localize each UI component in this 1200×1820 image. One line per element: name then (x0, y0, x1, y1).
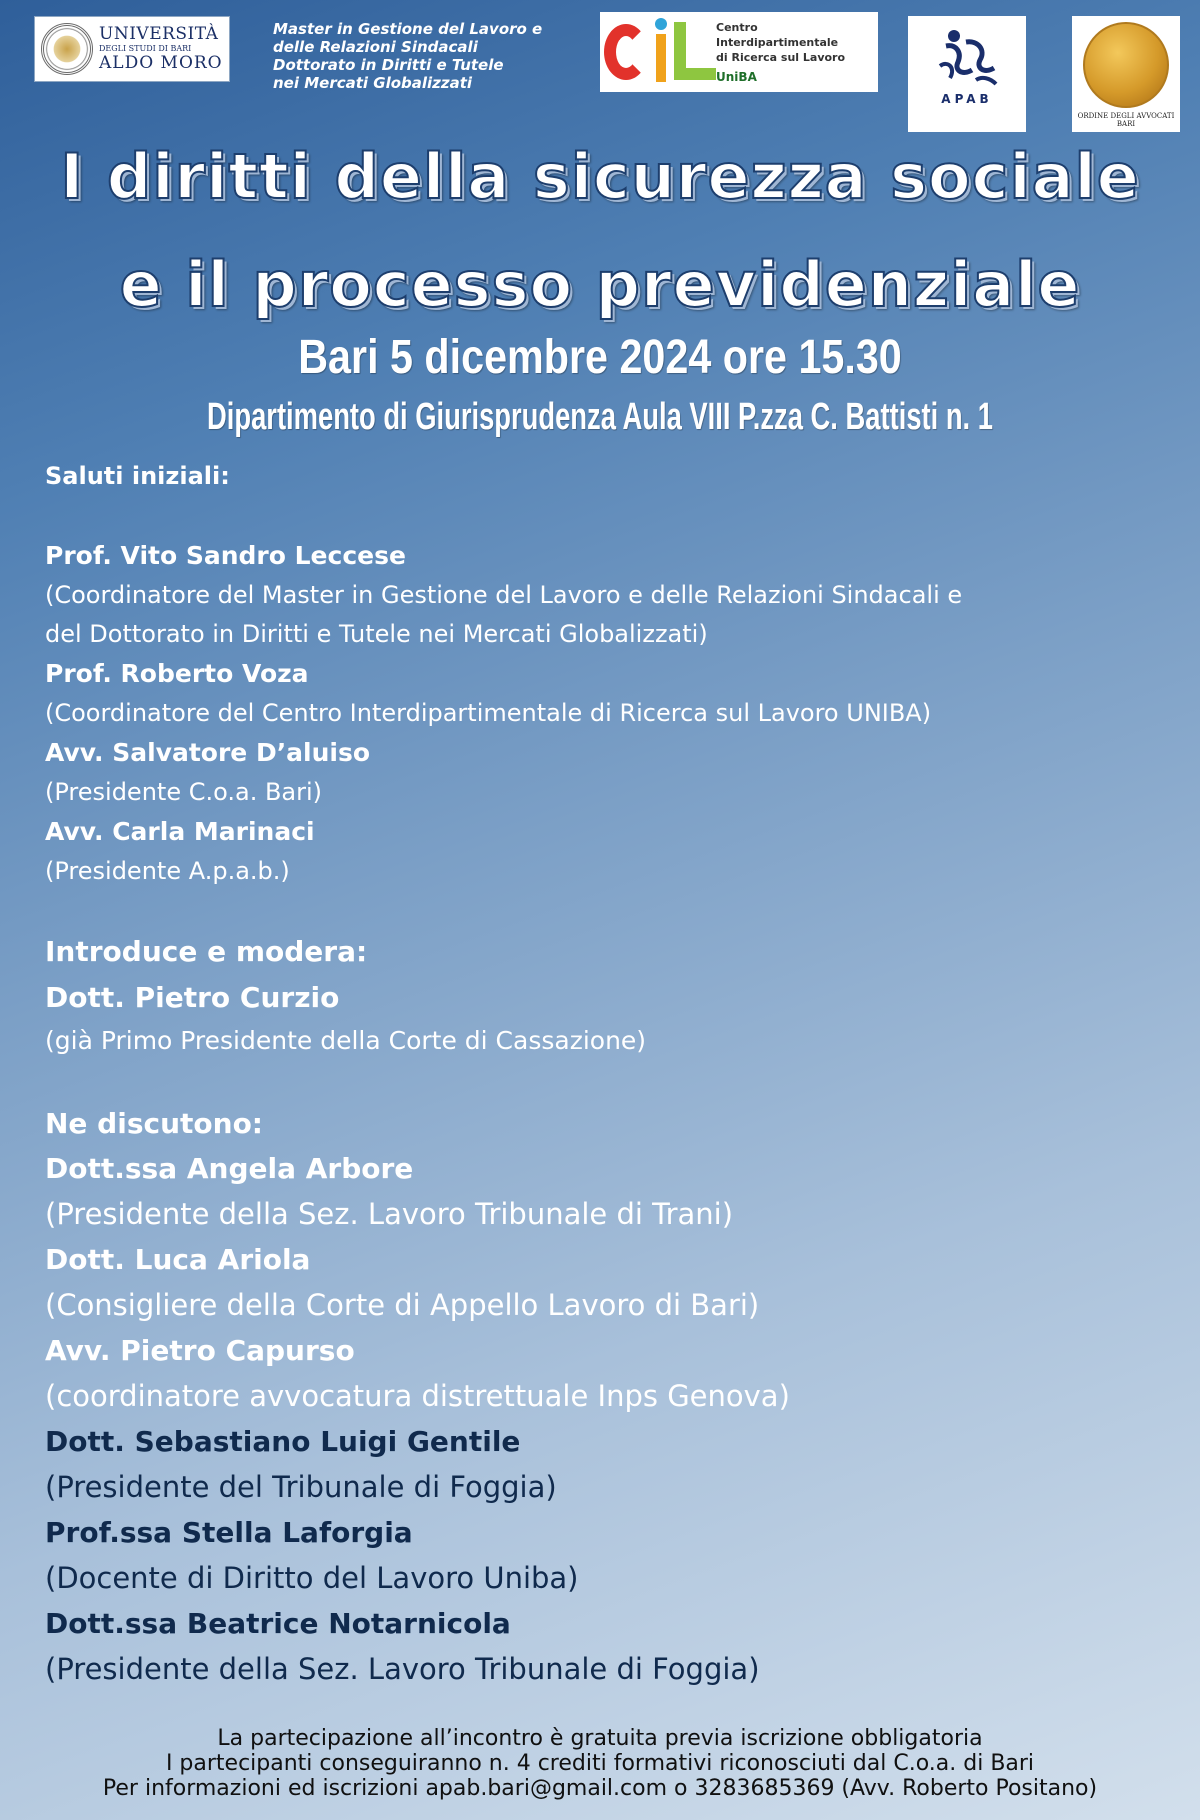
speaker-name: Avv. Salvatore D’aluiso (45, 738, 371, 767)
registration-info (0, 1726, 1200, 1801)
master-line: Master in Gestione del Lavoro e (273, 20, 543, 38)
moderator-name: Dott. Pietro Curzio (45, 981, 340, 1014)
program-content (45, 456, 1165, 1692)
speaker-name: Avv. Carla Marinaci (45, 817, 315, 846)
uniba-logo-line2: DEGLI STUDI DI BARI (99, 44, 192, 53)
apab-logo-word: APAB (941, 92, 993, 106)
event-venue: Dipartimento di Giurisprudenza Aula VIII P.zza C. Battisti n. 1 (207, 396, 993, 438)
apab-figure-icon (932, 26, 1002, 88)
speaker-item (45, 536, 1165, 654)
speaker-role: (Presidente della Sez. Lavoro Tribunale di Foggia) (45, 1652, 760, 1686)
cirl-logo-line1: Centro Interdipartimentale (716, 20, 839, 49)
speaker-role: (Presidente A.p.a.b.) (45, 857, 290, 885)
speaker-item (45, 1328, 1165, 1419)
speaker-name: Dott.ssa Beatrice Notarnicola (45, 1607, 511, 1640)
speaker-role: (Presidente C.o.a. Bari) (45, 778, 323, 806)
coa-caption-line1: ORDINE DEGLI AVVOCATI (1077, 112, 1175, 120)
section-heading: Saluti iniziali: (45, 462, 230, 490)
speaker-name: Dott. Sebastiano Luigi Gentile (45, 1425, 521, 1458)
event-title-line2: e il processo previdenziale (119, 248, 1081, 321)
moderator-section (45, 929, 1165, 1061)
cirl-logo (600, 12, 878, 92)
master-line: nei Mercati Globalizzati (273, 74, 473, 92)
uniba-logo-line3: ALDO MORO (99, 53, 223, 73)
speaker-role: (Coordinatore del Centro Interdipartimentale di Ricerca sul Lavoro UNIBA) (45, 699, 932, 727)
speaker-role: (Presidente della Sez. Lavoro Tribunale di Trani) (45, 1197, 734, 1231)
speaker-item (45, 654, 1165, 733)
speaker-name: Dott.ssa Angela Arbore (45, 1152, 414, 1185)
greetings-section (45, 456, 1165, 891)
apab-logo (908, 16, 1026, 132)
section-heading: Ne discutono: (45, 1107, 263, 1140)
coa-caption-line2: BARI (1116, 120, 1136, 128)
logo-header (0, 0, 1200, 140)
university-bari-logo (34, 16, 230, 82)
speaker-item (45, 1419, 1165, 1510)
university-seal-icon (41, 23, 93, 75)
gold-medal-icon (1083, 22, 1169, 108)
cirl-logo-line3: UniBA (716, 69, 757, 84)
section-heading: Introduce e modera: (45, 935, 368, 968)
speaker-item (45, 733, 1165, 812)
speaker-name: Prof.ssa Stella Laforgia (45, 1516, 413, 1549)
speaker-name: Prof. Roberto Voza (45, 659, 309, 688)
speaker-item (45, 1237, 1165, 1328)
speaker-role: (Coordinatore del Master in Gestione del Lavoro e delle Relazioni Sindacali e (45, 581, 963, 609)
speaker-role: (Presidente del Tribunale di Foggia) (45, 1470, 557, 1504)
speaker-item (45, 1510, 1165, 1601)
speaker-name: Avv. Pietro Capurso (45, 1334, 355, 1367)
master-line: Dottorato in Diritti e Tutele (273, 56, 504, 74)
master-program-text (273, 20, 573, 92)
speaker-item (45, 1601, 1165, 1692)
footer-line-credits: I partecipanti conseguiranno n. 4 crediti formativi riconosciuti dal C.o.a. di Bari (165, 1751, 1035, 1776)
footer-line-participation: La partecipazione all’incontro è gratuita previa iscrizione obbligatoria (217, 1726, 983, 1751)
master-line: delle Relazioni Sindacali (273, 38, 478, 56)
speaker-name: Dott. Luca Ariola (45, 1243, 311, 1276)
speaker-role: (Consigliere della Corte di Appello Lavoro di Bari) (45, 1288, 760, 1322)
speaker-item (45, 1146, 1165, 1237)
speaker-role: (Docente di Diritto del Lavoro Uniba) (45, 1561, 579, 1595)
footer-line-contact: Per informazioni ed iscrizioni apab.bari@gmail.com o 3283685369 (Avv. Roberto Positano) (102, 1776, 1098, 1801)
cirl-logo-line2: di Ricerca sul Lavoro (716, 50, 846, 64)
speaker-name: Prof. Vito Sandro Leccese (45, 541, 406, 570)
panel-section (45, 1101, 1165, 1692)
event-date: Bari 5 dicembre 2024 ore 15.30 (298, 331, 902, 384)
ordine-avvocati-logo (1072, 16, 1180, 132)
speaker-item (45, 812, 1165, 891)
moderator-role: (già Primo Presidente della Corte di Cassazione) (45, 1026, 647, 1055)
speaker-role: (coordinatore avvocatura distrettuale Inps Genova) (45, 1379, 790, 1413)
event-title-line1: I diritti della sicurezza sociale (60, 140, 1140, 213)
cirl-mark-icon (600, 12, 716, 92)
uniba-logo-line1: UNIVERSITÀ (99, 24, 219, 44)
speaker-role: del Dottorato in Diritti e Tutele nei Mercati Globalizzati) (45, 620, 708, 648)
